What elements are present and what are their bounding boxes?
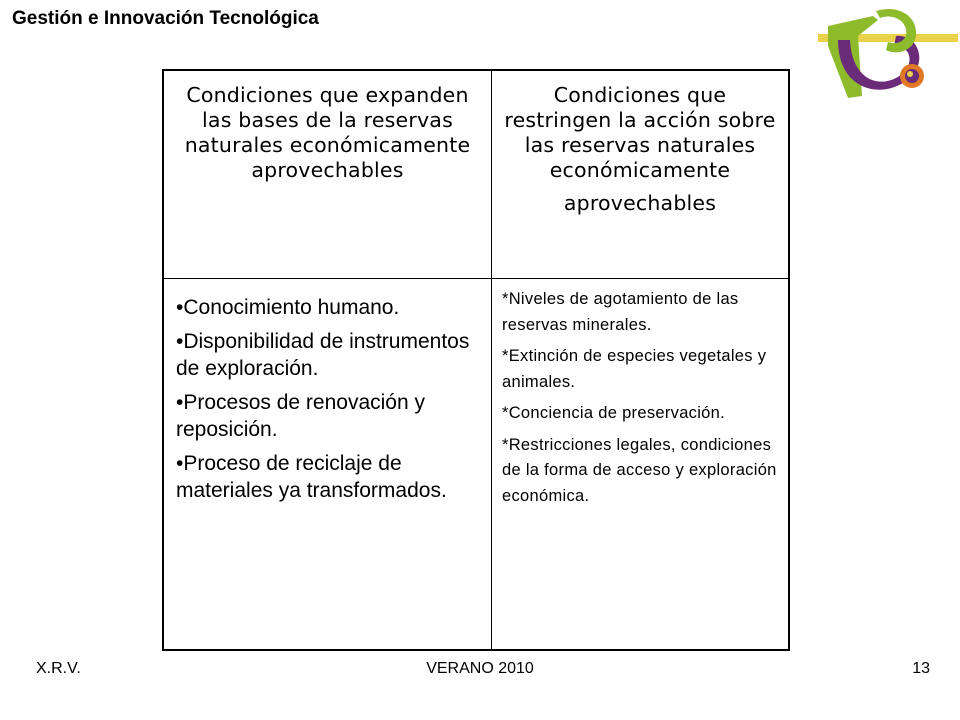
list-item: *Niveles de agotamiento de las reservas minerales. <box>502 290 739 334</box>
list-item: *Extinción de especies vegetales y animales. <box>502 347 767 391</box>
page-number: 13 <box>912 660 930 677</box>
list-item: •Procesos de renovación y reposición. <box>176 391 425 441</box>
header-restrict-text <box>492 71 788 216</box>
table-body-cell-expand <box>164 279 492 649</box>
table-header-cell-restrict <box>492 71 788 279</box>
header-title: Gestión e Innovación Tecnológica <box>12 8 319 29</box>
restrict-list <box>492 279 788 510</box>
footer-term: VERANO 2010 <box>426 660 534 677</box>
list-item: •Conocimiento humano. <box>176 296 400 319</box>
list-item: *Conciencia de preservación. <box>502 404 726 423</box>
list-item: *Restricciones legales, condiciones de la forma de acceso y exploración económica. <box>502 435 777 505</box>
header-expand-text: Condiciones que expanden las bases de la reservas naturales económicamente aprovechables <box>184 83 471 182</box>
list-item: •Disponibilidad de instrumentos de exploración. <box>176 330 470 380</box>
footer-author: X.R.V. <box>36 660 81 677</box>
list-item: •Proceso de reciclaje de materiales ya transformados. <box>176 452 447 502</box>
header-restrict-line2: aprovechables <box>563 191 717 215</box>
expand-list <box>164 279 491 504</box>
comparison-table <box>162 69 790 651</box>
table-body-cell-restrict <box>492 279 788 649</box>
institution-logo-icon <box>818 6 958 106</box>
table-header-cell-expand <box>164 71 492 279</box>
header-restrict-line1: Condiciones que restringen la acción sobre las reservas naturales económicamente <box>504 83 776 182</box>
